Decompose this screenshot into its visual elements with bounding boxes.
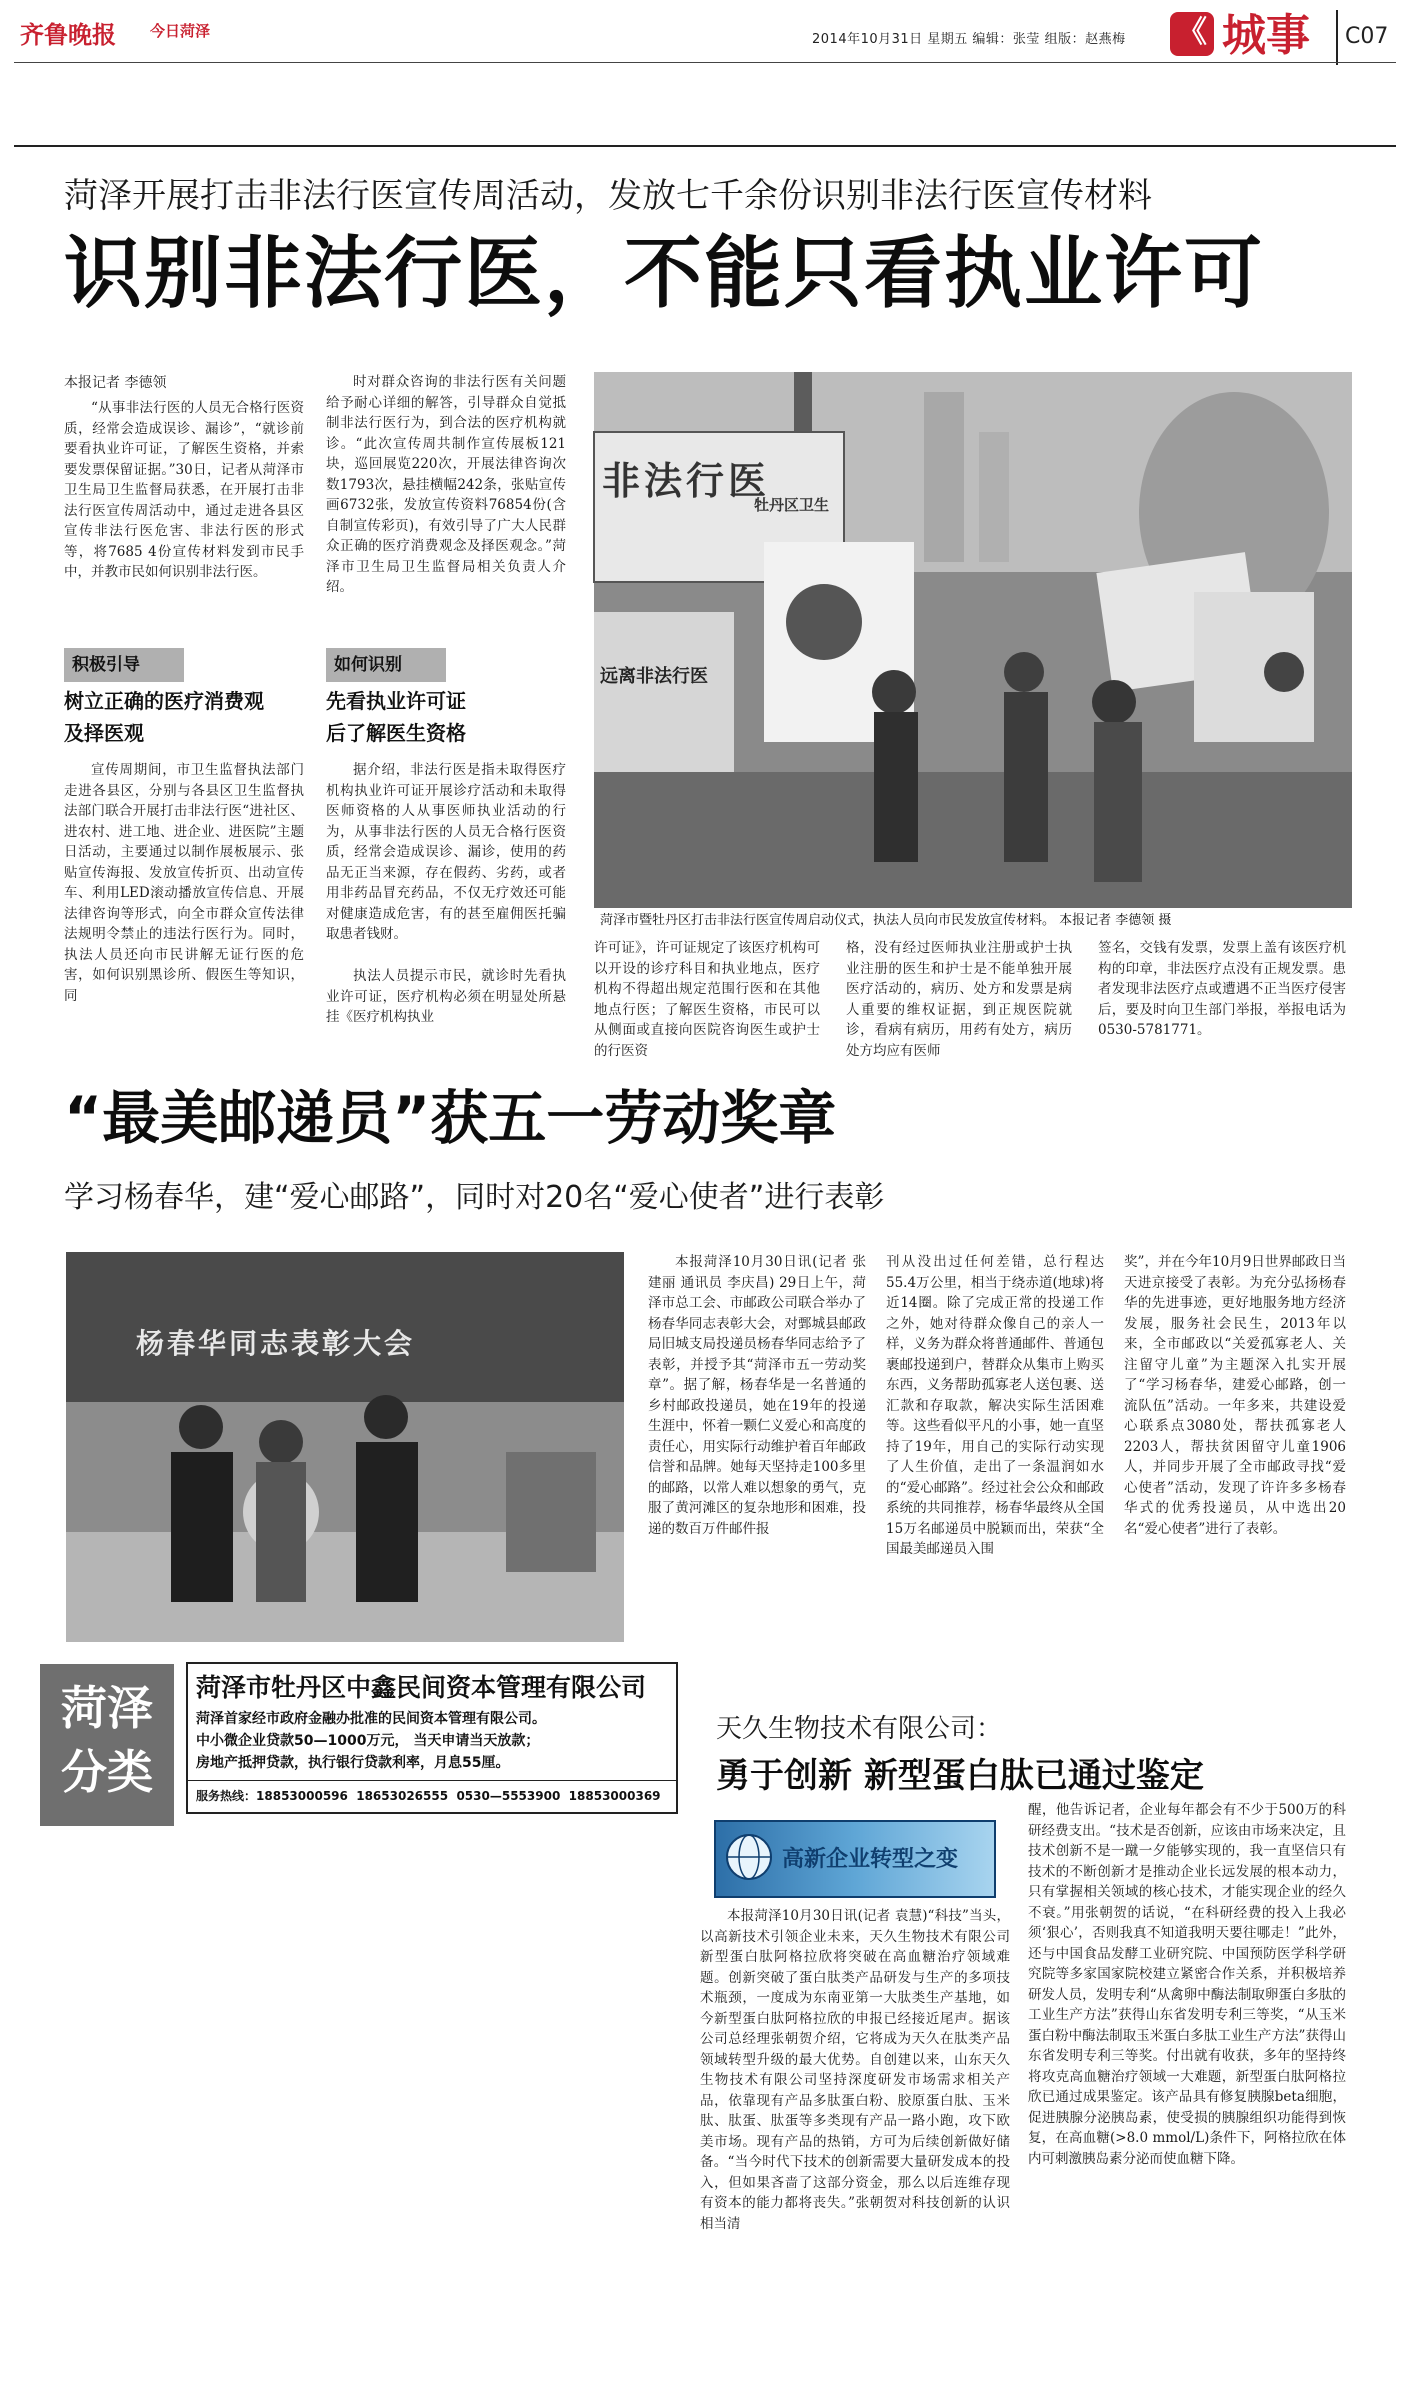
article1-col2-body2: 执法人员提示市民，就诊时先看执业许可证，医疗机构必须在明显处所悬挂《医疗机构执业 — [326, 968, 566, 1025]
article2-col2: 刊从没出过任何差错，总行程达55.4万公里，相当于绕赤道(地球)将近14圈。除了完成正常的投递工作之外，她对待群众像自己的亲人一样，义务为群众将普通邮件、普通包裹邮投递到户，替群众从集市上购买东西，义务帮助孤寡老人送包裹、送汇款和存取款，解决实际生活困难等。这些看似平凡的小事，她一直坚持了19年，用自己的实际行动实现了人生价值，走出了一条温润如水的“爱心邮路”。经过社会公众和邮政系统的共同推荐，杨春华最终从全国15万名邮递员中脱颖而出，荣获“全国最美邮递员入围 — [886, 1254, 1104, 1557]
ad-company-name: 菏泽市牡丹区中鑫民间资本管理有限公司 — [196, 1673, 647, 1702]
ad-line2: 中小微企业贷款50—1000万元， 当天申请当天放款； — [196, 1733, 540, 1749]
issue-date-line: 2014年10月31日 星期五 编辑：张莹 组版：赵燕梅 — [812, 32, 1126, 47]
ad-phone-3: 0530—5553900 — [456, 1789, 561, 1803]
photo1-board2-text: 远离非法行医 — [600, 666, 708, 687]
article1-col1-intro: “从事非法行医的人员无合格行医资质，经常会造成误诊、漏诊”，“就诊前要看执业许可证，了解医生资格，并索要发票保留证据。”30日，记者从菏泽市卫生局卫生监督局获悉，在开展打击非法行医宣传周活动中，通过走进各县区宣传非法行医危害、非法行医的形式等，将7685 4份宣传材料发到市民手中，并教市民如何识别非法行医。 — [64, 400, 304, 580]
photo2-scene-illustration — [66, 1252, 624, 1642]
ad-phone-1: 18853000596 — [256, 1789, 348, 1803]
article1-byline: 本报记者 李德领 — [64, 375, 167, 391]
article3-banner — [714, 1820, 996, 1898]
section-name: 今日菏泽 — [150, 22, 211, 40]
article1-col5: 签名，交钱有发票，发票上盖有该医疗机构的印章，非法医疗点没有正规发票。患者发现非法医疗点或遭遇不正当医疗侵害后，要及时向卫生部门举报，举报电话为0530-5781771。 — [1098, 940, 1346, 1038]
article2-subhead: 学习杨春华，建“爱心邮路”，同时对20名“爱心使者”进行表彰 — [64, 1180, 885, 1215]
article2-photo — [66, 1252, 624, 1642]
article1-col4: 格，没有经过医师执业注册或护士执业注册的医生和护士是不能单独开展医疗活动的，病历、处方和发票是病人重要的维权证据，到正规医院就诊，看病有病历，用药有处方，病历处方均应有医师 — [846, 940, 1072, 1059]
globe-icon — [724, 1832, 774, 1882]
classified-ad — [186, 1662, 678, 1814]
masthead-divider — [1336, 10, 1338, 65]
article1-sub1b: 及择医观 — [64, 721, 144, 745]
classified-label-line2: 分类 — [61, 1745, 153, 1799]
article1-photo-caption: 菏泽市暨牡丹区打击非法行医宣传周启动仪式，执法人员向市民发放宣传材料。 本报记者 李德领 摄 — [600, 913, 1172, 928]
ad-hotline-label: 服务热线： — [196, 1789, 257, 1803]
article1-tag2: 如何识别 — [326, 648, 446, 682]
article2-headline: “最美邮递员”获五一劳动奖章 — [64, 1084, 837, 1152]
classified-label-line1: 菏泽 — [61, 1681, 153, 1735]
article3-kicker: 天久生物技术有限公司： — [716, 1714, 1003, 1744]
article1-tag1: 积极引导 — [64, 648, 184, 682]
photo2-banner-text: 杨春华同志表彰大会 — [136, 1327, 416, 1360]
chevron-left-icon: 《 — [1170, 12, 1214, 56]
ad-phone-4: 18853000369 — [568, 1789, 661, 1803]
article1-headline: 识别非法行医，不能只看执业许可 — [64, 229, 1265, 319]
article1-sub1a: 树立正确的医疗消费观 — [64, 689, 264, 713]
article3-banner-text: 高新企业转型之变 — [782, 1847, 959, 1872]
article1-sub2a: 先看执业许可证 — [326, 689, 466, 713]
masthead-rule — [14, 62, 1396, 63]
ad-line1: 菏泽首家经市政府金融办批准的民间资本管理有限公司。 — [196, 1711, 546, 1727]
article1-col1-body: 宣传周期间，市卫生监督执法部门走进各县区，分别与各县区卫生监督执法部门联合开展打击非法行医“进社区、进农村、进工地、进企业、进医院”主题日活动，主要通过以制作展板展示、张贴宣传海报、发放宣传折页、出动宣传车、利用LED滚动播放宣传信息、开展法律咨询等形式，向全市群众宣传法律法规明令禁止的违法行医行为。同时，执法人员还向市民讲解无证行医的危害，如何识别黑诊所、假医生等知识，同 — [64, 762, 304, 1004]
article3-col2: 醒，他告诉记者，企业每年都会有不少于500万的科研经费支出。“技术是否创新，应该由市场来决定，且技术创新不是一蹴一夕能够实现的，我一直坚信只有技术的不断创新才是推动企业长远发展的根本动力，只有掌握相关领域的核心技术，才能实现企业的经久不衰。”用张朝贺的话说，“在科研经费的投入上我必须‘狠心’，否则我真不知道我明天要往哪走！”此外，还与中国食品发酵工业研究院、中国预防医学科学研究院等多家国家院校建立紧密合作关系，并积极培养研发人员，发明专利“从禽卵中酶法制取卵蛋白多肽的工业生产方法”获得山东省发明专利三等奖，“从玉米蛋白粉中酶法制取玉米蛋白多肽工业生产方法”获得山东省发明专利三等奖。付出就有收获，多年的坚持终将攻克高血糖治疗领域一大难题，新型蛋白肽阿格拉欣已通过成果鉴定。该产品具有修复胰腺beta细胞，促进胰腺分泌胰岛素，使受损的胰腺组织功能得到恢复，在高血糖(>8.0 mmol/L)条件下，阿格拉欣在体内可刺激胰岛素分泌而使血糖下降。 — [1028, 1802, 1346, 2167]
article1-sub2b: 后了解医生资格 — [326, 721, 466, 745]
classified-label — [40, 1664, 174, 1826]
photo1-banner-text: 非法行医 — [602, 459, 771, 503]
article1-photo — [594, 372, 1352, 908]
section-rule — [14, 145, 1396, 147]
page-section-title: 城事 — [1222, 10, 1310, 61]
article1-col2-intro: 时对群众咨询的非法行医有关问题给予耐心详细的解答，引导群众自觉抵制非法行医行为，到合法的医疗机构就诊。“此次宣传周共制作宣传展板121块，巡回展览220次，开展法律咨询次数1793次，悬挂横幅242条，张贴宣传画6732张，发放宣传资料76854份(含自制宣传彩页)，有效引导了广大人民群众正确的医疗消费观念及择医观念。”菏泽市卫生局卫生监督局相关负责人介绍。 — [326, 374, 566, 595]
article2-col3: 奖”，并在今年10月9日世界邮政日当天进京接受了表彰。为充分弘扬杨春华的先进事迹，更好地服务地方经济发展，服务社会民生，2013年以来，全市邮政以“关爱孤寡老人、关注留守儿童”为主题深入扎实开展了“学习杨春华，建爱心邮路，创一流队伍”活动。一年多来，共建设爱心联系点3080处，帮扶孤寡老人2203人，帮扶贫困留守儿童1906人，并同步开展了全市邮政寻找“爱心使者”活动，发现了许许多多杨春华式的优秀投递员，从中选出20名“爱心使者”进行了表彰。 — [1124, 1254, 1346, 1537]
article1-subhead: 菏泽开展打击非法行医宣传周活动，发放七千余份识别非法行医宣传材料 — [64, 176, 1152, 216]
article3-col1: 本报菏泽10月30日讯(记者 袁慧)“科技”当头，以高新技术引领企业未来，天久生物技术有限公司新型蛋白肽阿格拉欣将突破在高血糖治疗领域难题。创新突破了蛋白肽类产品研发与生产的多项技术瓶颈，一度成为东南亚第一大肽类生产基地，如今新型蛋白肽阿格拉欣的申报已经接近尾声。据该公司总经理张朝贺介绍，它将成为天久在肽类产品领域转型升级的最大优势。自创建以来，山东天久生物技术有限公司坚持深度研发市场需求相关产品，依靠现有产品多肽蛋白粉、胶原蛋白肽、玉米肽、肽蛋、肽蛋等多类现有产品一路小跑，攻下欧美市场。现有产品的热销，方可为后续创新做好储备。“当今时代下技术的创新需要大量研发成本的投入，但如果吝啬了这部分资金，那么以后连维存现有资本的能力都将丧失。”张朝贺对科技创新的认识相当清 — [700, 1908, 1010, 2232]
ad-hotline — [196, 1787, 676, 1804]
ad-phone-2: 18653026555 — [356, 1789, 449, 1803]
article1-col3: 许可证》，许可证规定了该医疗机构可以开设的诊疗科目和执业地点，医疗机构不得超出规定范围行医和在其他地点行医；了解医生资格，市民可以从侧面或直接向医院咨询医生或护士的行医资 — [594, 940, 820, 1059]
article1-col2-body1: 据介绍，非法行医是指未取得医疗机构执业许可证开展诊疗活动和未取得医师资格的人从事医师执业活动的行为，从事非法行医的人员无合格行医资质，经常会造成误诊、漏诊，使用的药品无正当来源，存在假药、劣药，或者用非药品冒充药品，不仅无疗效还可能对健康造成危害，有的甚至雇佣医托骗取患者钱财。 — [326, 762, 566, 942]
newspaper-logo: 齐鲁晚报 — [20, 20, 116, 49]
ad-divider — [188, 1780, 676, 1781]
photo1-board-text: 牡丹区卫生 — [754, 496, 830, 514]
ad-line3: 房地产抵押贷款，执行银行贷款利率，月息55厘。 — [196, 1755, 510, 1771]
page-number: C07 — [1345, 24, 1389, 49]
article3-headline: 勇于创新 新型蛋白肽已通过鉴定 — [716, 1756, 1204, 1796]
article2-col1: 本报菏泽10月30日讯(记者 张建丽 通讯员 李庆昌) 29日上午，菏泽市总工会、市邮政公司联合举办了杨春华同志表彰大会，对鄄城县邮政局旧城支局投递员杨春华同志给予了表彰，并授予其“菏泽市五一劳动奖章”。据了解，杨春华是一名普通的乡村邮政投递员，她在19年的投递生涯中，怀着一颗仁义爱心和高度的责任心，用实际行动维护着百年邮政信誉和品牌。她每天坚持走100多里的邮路，以常人难以想象的勇气，克服了黄河滩区的复杂地形和困难，投递的数百万件邮件报 — [648, 1254, 866, 1537]
